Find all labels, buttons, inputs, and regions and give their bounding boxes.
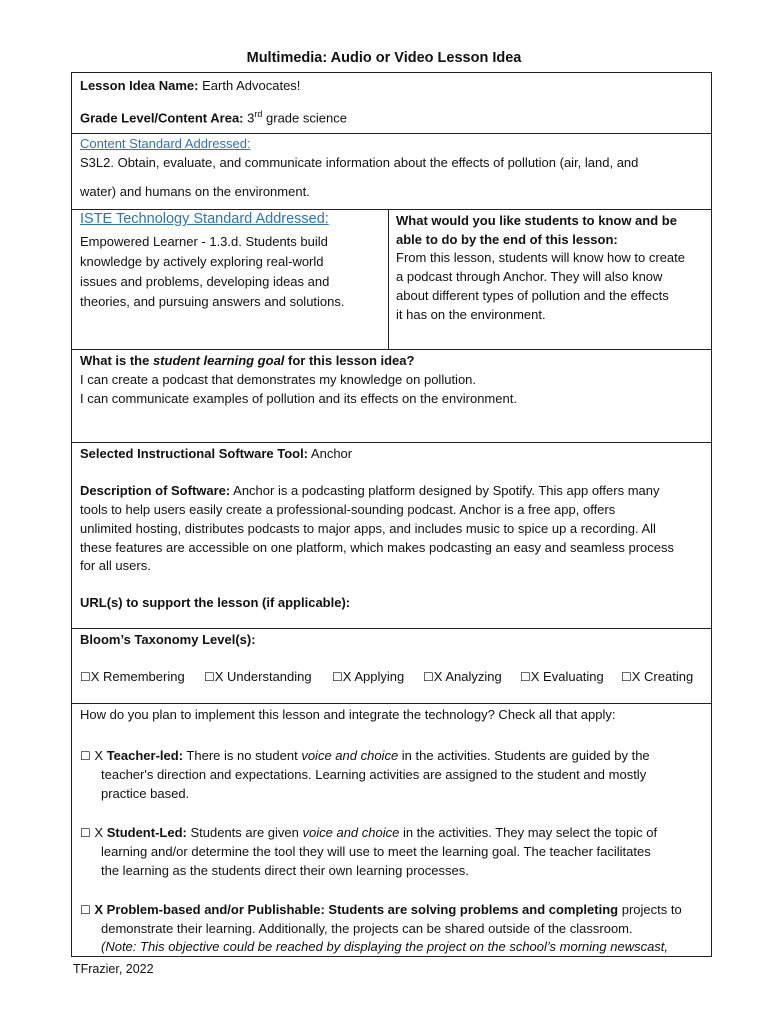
implementation-question: How do you plan to implement this lesson and integrate the technology? Check all that apply: [80, 707, 616, 722]
problem-based-option[interactable]: ☐ X Problem-based and/or Publishable: Students are solving problems and completing projects to [80, 902, 682, 917]
learning-goal-line-1: I can create a podcast that demonstrates my knowledge on pollution. [80, 372, 477, 387]
software-tool-label: Selected Instructional Software Tool: [80, 446, 309, 461]
bloom-level-creating[interactable]: ☐X Creating [621, 669, 694, 684]
lesson-info-section [71, 72, 712, 133]
iste-line: issues and problems, developing ideas and [80, 274, 330, 289]
problem-based-text: demonstrate their learning. Additionally, the projects can be shared outside of the classroom. [101, 921, 633, 936]
checkbox-icon: ☐ [80, 903, 91, 917]
teacher-led-label: Teacher-led: [106, 748, 184, 763]
lesson-name-value: Earth Advocates! [202, 78, 301, 93]
checkbox-icon: ☐ [80, 826, 91, 840]
know-line: From this lesson, students will know how to create [396, 250, 686, 265]
page-title: Multimedia: Audio or Video Lesson Idea [246, 50, 522, 66]
checkbox-icon: ☐ [520, 670, 531, 684]
teacher-led-text: practice based. [101, 786, 190, 801]
bloom-level-evaluating[interactable]: ☐X Evaluating [520, 669, 604, 684]
checkbox-icon: ☐ [80, 670, 91, 684]
footer-credit: TFrazier, 2022 [73, 962, 154, 976]
implementation-section [71, 703, 712, 957]
checkbox-icon: ☐ [204, 670, 215, 684]
checkbox-icon: ☐ [621, 670, 632, 684]
teacher-led-text: teacher's direction and expectations. Learning activities are assigned to the student and mostly [101, 767, 647, 782]
problem-based-note: (Note: This objective could be reached by displaying the project on the school’s morning newscast, [101, 939, 669, 954]
learning-goal-line-2: I can communicate examples of pollution and its effects on the environment. [80, 391, 517, 406]
lesson-name-line [80, 76, 703, 95]
bloom-level-applying[interactable]: ☐X Applying [332, 669, 405, 684]
teacher-led-option[interactable]: ☐ X Teacher-led: There is no student voice and choice in the activities. Students are guided by the [80, 748, 650, 763]
checkbox-icon: ☐ [423, 670, 434, 684]
iste-line: theories, and pursuing answers and solutions. [80, 294, 345, 309]
column-divider [388, 210, 389, 349]
content-standard-section [71, 133, 712, 209]
student-led-option[interactable]: ☐ X Student-Led: Students are given voice and choice in the activities. They may select the topic of [80, 825, 658, 840]
bloom-heading: Bloom’s Taxonomy Level(s): [80, 632, 256, 647]
bloom-level-analyzing[interactable]: ☐X Analyzing [423, 669, 502, 684]
software-description-line: unlimited hosting, distributes podcasts to major apps, and includes music to spice up a recording. All [80, 521, 656, 536]
know-line: about different types of pollution and the effects [396, 288, 669, 303]
problem-based-label: X Problem-based and/or Publishable: Students are solving problems and completing [94, 902, 619, 917]
software-tool-line [80, 444, 703, 463]
student-led-text: the learning as the students direct their own learning processes. [101, 863, 469, 878]
iste-heading: ISTE Technology Standard Addressed: [80, 211, 329, 227]
iste-line: knowledge by actively exploring real-world [80, 254, 324, 269]
url-label: URL(s) to support the lesson (if applicable): [80, 595, 351, 610]
checkbox-icon: ☐ [80, 749, 91, 763]
know-heading-1: What would you like students to know and be [396, 213, 677, 228]
content-standard-heading: Content Standard Addressed: [80, 136, 251, 151]
student-led-text: learning and/or determine the tool they will use to meet the learning goal. The teacher facilitates [101, 844, 651, 859]
software-tool-value: Anchor [310, 446, 353, 461]
bloom-level-understanding[interactable]: ☐X Understanding [204, 669, 312, 684]
standards-columns-section [71, 209, 712, 349]
learning-goal-section [71, 349, 712, 442]
know-heading-2: able to do by the end of this lesson: [396, 232, 618, 247]
know-line: a podcast through Anchor. They will also know [396, 269, 663, 284]
know-line: it has on the environment. [396, 307, 546, 322]
learning-goal-question: What is the student learning goal for this lesson idea? [80, 353, 415, 368]
lesson-name-label: Lesson Idea Name: [80, 78, 199, 93]
iste-line: Empowered Learner - 1.3.d. Students build [80, 234, 328, 249]
content-standard-line-2: water) and humans on the environment. [80, 184, 310, 199]
grade-number: 3 [247, 110, 255, 126]
grade-value: grade science [266, 110, 347, 126]
software-description-line: tools to help users easily create a professional-sounding podcast. Anchor is a free app, offers [80, 502, 616, 517]
checkbox-icon: ☐ [332, 670, 343, 684]
software-description-line: Description of Software: Anchor is a podcasting platform designed by Spotify. This app offers many [80, 483, 660, 498]
student-led-label: Student-Led: [106, 825, 187, 840]
grade-suffix: rd [254, 109, 263, 119]
content-standard-line-1: S3L2. Obtain, evaluate, and communicate information about the effects of pollution (air, land, and [80, 155, 639, 170]
grade-label: Grade Level/Content Area: [80, 110, 244, 126]
software-description-line: for all users. [80, 558, 151, 573]
bloom-section [71, 628, 712, 703]
software-description-line: these features are accessible on one platform, which makes podcasting an easy and seamless process [80, 540, 674, 555]
grade-line [80, 105, 703, 127]
software-section [71, 442, 712, 628]
software-description-label: Description of Software: [80, 483, 231, 498]
bloom-level-remembering[interactable]: ☐X Remembering [80, 669, 185, 684]
